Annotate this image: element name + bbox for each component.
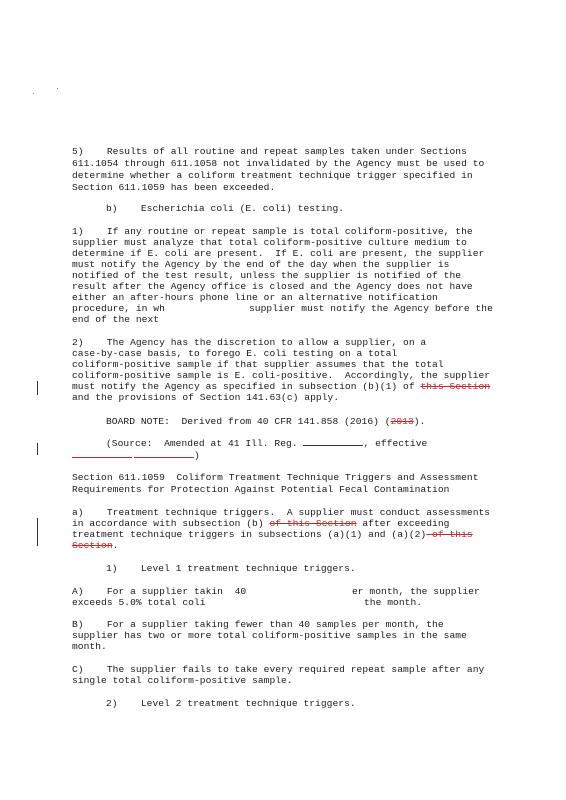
para-1-line: supplier must notify the Agency before the bbox=[249, 303, 493, 314]
source-note bbox=[106, 437, 427, 449]
para-5-line: 611.1054 through 611.1058 not invalidated by the Agency must be used to bbox=[72, 158, 485, 169]
source-note-end bbox=[72, 449, 200, 461]
para-a-text: after exceeding bbox=[356, 518, 450, 529]
section-heading: Requirements for Protection Against Potential Fecal Contamination bbox=[72, 484, 450, 495]
struck-year: 2013 bbox=[390, 416, 414, 427]
para-1-line: determine if E. coli are present. If E. coli are present, the supplier bbox=[72, 248, 485, 259]
para-2-line bbox=[72, 381, 490, 392]
para-2-line: and the provisions of Section 141.63(c) apply. bbox=[72, 392, 340, 403]
para-1-line: end of the next bbox=[72, 314, 160, 325]
para-2-line: coliform-positive sample is E. coli-positive. Accordingly, the supplier bbox=[72, 370, 491, 381]
level-1-heading: 1) Level 1 treatment technique triggers. bbox=[106, 563, 356, 574]
subsection-b-heading: b) Escherichia coli (E. coli) testing. bbox=[106, 203, 345, 214]
board-note-text: BOARD NOTE: Derived from 40 CFR 141.858 (2016) ( bbox=[106, 416, 391, 427]
item-a-line: the month. bbox=[364, 597, 423, 608]
para-a-line bbox=[72, 529, 473, 540]
para-2-line: coliform-positive sample if that supplier assumes that the total bbox=[72, 359, 444, 370]
para-1-line: result after the Agency office is closed and the Agency does not have bbox=[72, 281, 473, 292]
source-text: (Source: Amended at 41 Ill. Reg. bbox=[106, 438, 304, 449]
struck-text: of this bbox=[426, 529, 473, 540]
item-a-line: exceeds 5.0% total coli bbox=[72, 597, 206, 608]
board-note bbox=[106, 416, 425, 427]
struck-text: of this Section bbox=[269, 518, 357, 529]
para-5-line: Section 611.1059 has been exceeded. bbox=[72, 182, 276, 193]
para-2-line: case-by-case basis, to forego E. coli testing on a total bbox=[72, 348, 398, 359]
board-note-end: ). bbox=[413, 416, 426, 427]
scan-speck bbox=[33, 93, 34, 94]
para-a-line: a) Treatment technique triggers. A supplier must conduct assessments bbox=[72, 507, 491, 518]
section-heading: Section 611.1059 Coliform Treatment Technique Triggers and Assessment bbox=[72, 472, 479, 483]
para-1-line: either an after-hours phone line or an alternative notification bbox=[72, 292, 438, 303]
para-1-line: must notify the Agency by the end of the day when the supplier is bbox=[72, 259, 450, 270]
item-a-line: er month, the supplier bbox=[352, 586, 480, 597]
para-2-text: must notify the Agency as specified in subsection (b)(1) of bbox=[72, 381, 421, 392]
para-a-line bbox=[72, 518, 449, 529]
source-middle: , effective bbox=[363, 438, 428, 449]
item-b-line: supplier has two or more total coliform-positive samples in the same bbox=[72, 630, 467, 641]
item-b-line: month. bbox=[72, 641, 107, 652]
register-page-blank bbox=[303, 437, 363, 446]
para-1-line bbox=[72, 303, 165, 314]
para-5-line: 5) Results of all routine and repeat samples taken under Sections bbox=[72, 146, 467, 157]
para-a-text: in accordance with subsection (b) bbox=[72, 518, 270, 529]
para-a-text: . bbox=[112, 540, 119, 551]
para-a-line bbox=[72, 540, 118, 551]
item-a-line: A) For a supplier takin 40 bbox=[72, 586, 247, 597]
para-1-fragment: procedure, in wh bbox=[72, 303, 165, 314]
para-1-line: notified of the test result, unless the supplier is notified of the bbox=[72, 270, 462, 281]
source-end: ) bbox=[194, 450, 200, 461]
struck-text: Section bbox=[72, 540, 113, 551]
para-1-line: supplier must analyze that total coliform-positive culture medium to bbox=[72, 237, 467, 248]
item-b-line: B) For a supplier taking fewer than 40 samples per month, the bbox=[72, 619, 444, 630]
scan-speck bbox=[57, 88, 58, 89]
effective-date-blank bbox=[72, 449, 132, 458]
effective-date-blank bbox=[134, 449, 194, 458]
para-1-line: 1) If any routine or repeat sample is total coliform-positive, the bbox=[72, 226, 473, 237]
struck-text: this Section bbox=[420, 381, 491, 392]
item-c-line: single total coliform-positive sample. bbox=[72, 675, 293, 686]
para-5-line: determine whether a coliform treatment technique trigger specified in bbox=[72, 170, 473, 181]
para-2-line: 2) The Agency has the discretion to allow a supplier, on a bbox=[72, 337, 427, 348]
level-2-heading: 2) Level 2 treatment technique triggers. bbox=[106, 698, 356, 709]
change-bar bbox=[37, 443, 38, 455]
change-bar bbox=[37, 518, 38, 546]
item-c-line: C) The supplier fails to take every required repeat sample after any bbox=[72, 664, 485, 675]
para-a-text: treatment technique triggers in subsections (a)(1) and (a)(2) bbox=[72, 529, 427, 540]
change-bar bbox=[37, 381, 38, 395]
